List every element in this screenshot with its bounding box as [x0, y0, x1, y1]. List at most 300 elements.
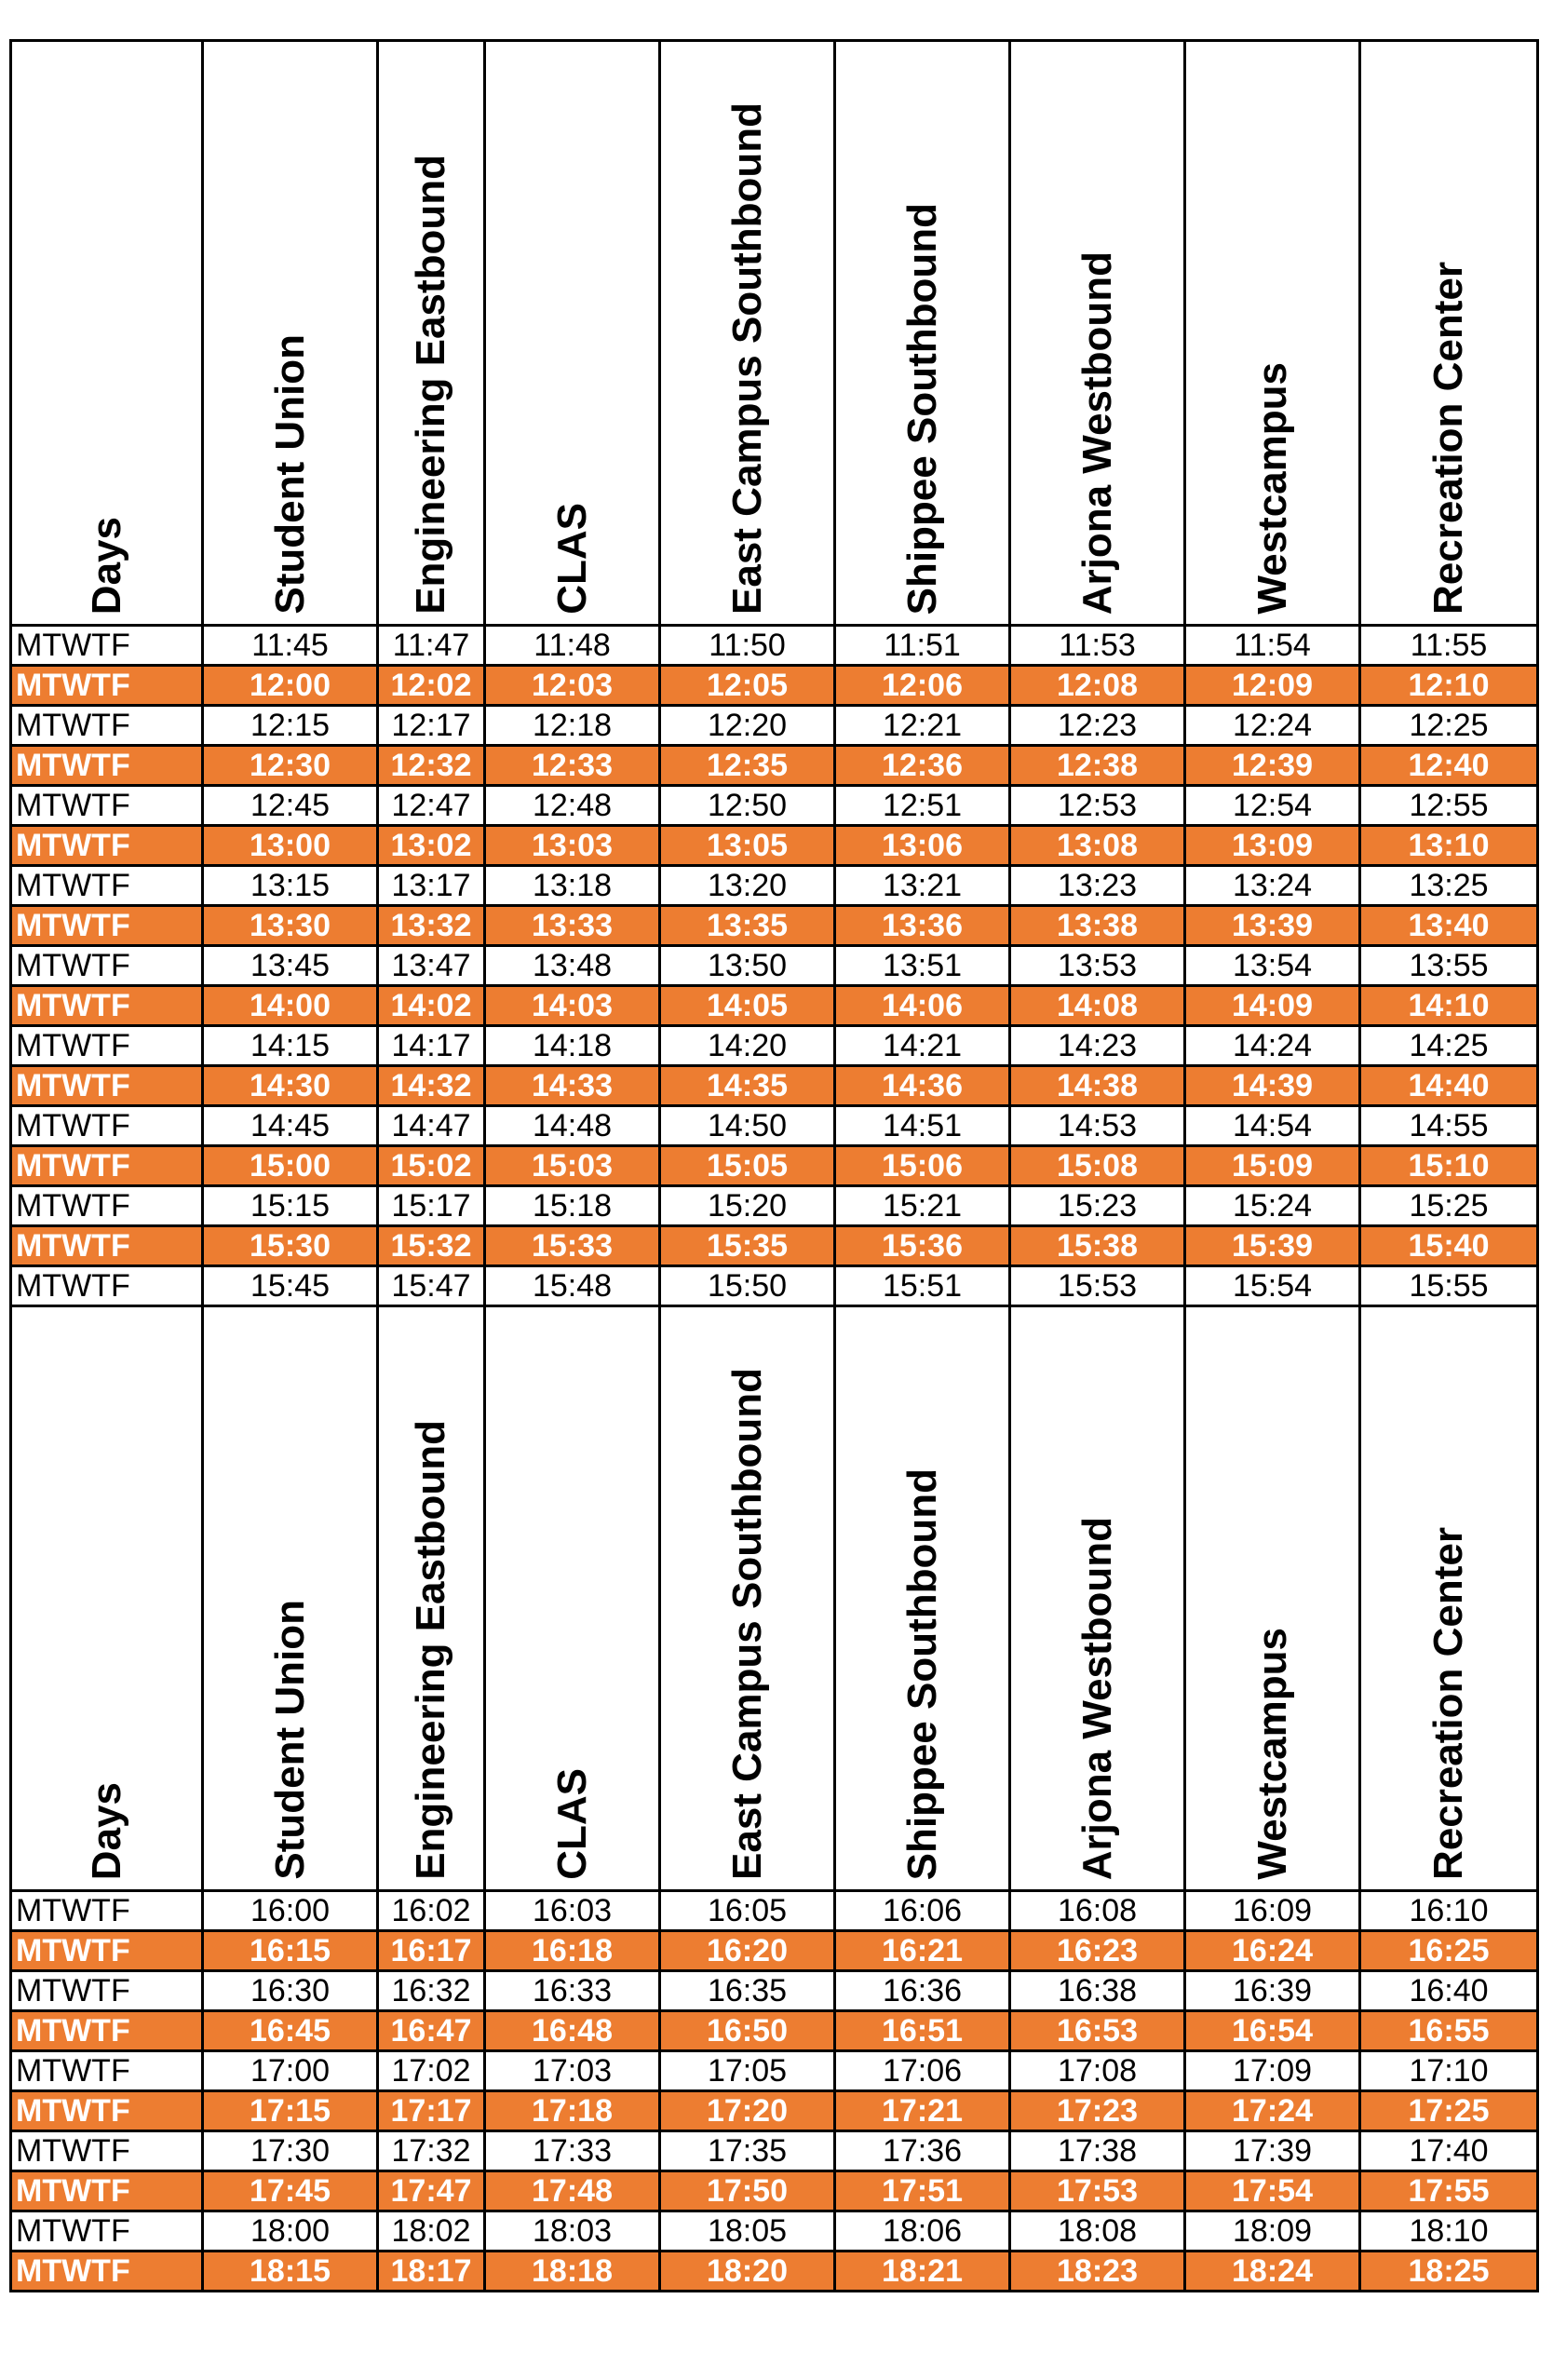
days-cell: MTWTF: [11, 1026, 203, 1066]
time-cell-east-campus-southbound: 14:05: [660, 986, 835, 1026]
table-row: [11, 986, 1538, 1026]
time-cell-arjona-westbound: 12:08: [1010, 666, 1185, 706]
time-cell-east-campus-southbound: 18:05: [660, 2211, 835, 2252]
time-cell-east-campus-southbound: 16:50: [660, 2011, 835, 2051]
days-cell: MTWTF: [11, 826, 203, 866]
time-cell-westcampus: 18:24: [1185, 2252, 1360, 2292]
time-cell-east-campus-southbound: 15:35: [660, 1226, 835, 1266]
timetable-body: [11, 41, 1538, 2292]
time-cell-shippee-southbound: 16:06: [835, 1891, 1010, 1931]
time-cell-shippee-southbound: 15:21: [835, 1186, 1010, 1226]
days-cell: MTWTF: [11, 626, 203, 666]
days-cell: MTWTF: [11, 986, 203, 1026]
time-cell-engineering-eastbound: 13:17: [378, 866, 485, 906]
days-cell: MTWTF: [11, 2131, 203, 2171]
time-cell-shippee-southbound: 17:06: [835, 2051, 1010, 2091]
time-cell-clas: 17:33: [485, 2131, 660, 2171]
header-cell-arjona-westbound: [1010, 41, 1185, 626]
time-cell-arjona-westbound: 15:53: [1010, 1266, 1185, 1306]
table-row: [11, 1891, 1538, 1931]
time-cell-westcampus: 13:24: [1185, 866, 1360, 906]
time-cell-clas: 15:18: [485, 1186, 660, 1226]
header-text: Shippee Southbound: [898, 202, 945, 615]
time-cell-recreation-center: 14:55: [1360, 1106, 1538, 1146]
time-cell-student-union: 18:15: [203, 2252, 378, 2292]
time-cell-clas: 14:18: [485, 1026, 660, 1066]
time-cell-engineering-eastbound: 17:02: [378, 2051, 485, 2091]
header-text: Arjona Westbound: [1074, 250, 1120, 615]
time-cell-student-union: 17:00: [203, 2051, 378, 2091]
time-cell-clas: 14:48: [485, 1106, 660, 1146]
time-cell-westcampus: 12:09: [1185, 666, 1360, 706]
time-cell-shippee-southbound: 16:51: [835, 2011, 1010, 2051]
header-label: [899, 1468, 946, 1880]
time-cell-recreation-center: 17:25: [1360, 2091, 1538, 2131]
time-cell-engineering-eastbound: 15:32: [378, 1226, 485, 1266]
header-cell-westcampus: [1185, 41, 1360, 626]
time-cell-east-campus-southbound: 13:50: [660, 946, 835, 986]
time-cell-student-union: 13:45: [203, 946, 378, 986]
header-text: Days: [83, 516, 129, 615]
time-cell-student-union: 13:00: [203, 826, 378, 866]
time-cell-shippee-southbound: 13:36: [835, 906, 1010, 946]
header-label: [1074, 1517, 1121, 1880]
time-cell-engineering-eastbound: 16:17: [378, 1931, 485, 1971]
header-label: [1249, 1628, 1296, 1880]
time-cell-arjona-westbound: 16:23: [1010, 1931, 1185, 1971]
time-cell-student-union: 17:30: [203, 2131, 378, 2171]
header-label: [408, 155, 454, 615]
time-cell-clas: 16:33: [485, 1971, 660, 2011]
time-cell-recreation-center: 13:40: [1360, 906, 1538, 946]
time-cell-shippee-southbound: 12:21: [835, 706, 1010, 746]
time-cell-recreation-center: 11:55: [1360, 626, 1538, 666]
time-cell-westcampus: 16:24: [1185, 1931, 1360, 1971]
time-cell-student-union: 14:15: [203, 1026, 378, 1066]
time-cell-westcampus: 12:54: [1185, 786, 1360, 826]
time-cell-recreation-center: 15:25: [1360, 1186, 1538, 1226]
days-cell: MTWTF: [11, 786, 203, 826]
time-cell-east-campus-southbound: 14:50: [660, 1106, 835, 1146]
time-cell-recreation-center: 15:55: [1360, 1266, 1538, 1306]
time-cell-student-union: 12:15: [203, 706, 378, 746]
time-cell-shippee-southbound: 14:36: [835, 1066, 1010, 1106]
time-cell-student-union: 13:30: [203, 906, 378, 946]
time-cell-east-campus-southbound: 12:20: [660, 706, 835, 746]
time-cell-east-campus-southbound: 15:05: [660, 1146, 835, 1186]
time-cell-shippee-southbound: 17:51: [835, 2171, 1010, 2211]
time-cell-student-union: 18:00: [203, 2211, 378, 2252]
time-cell-student-union: 12:00: [203, 666, 378, 706]
time-cell-clas: 12:33: [485, 746, 660, 786]
time-cell-shippee-southbound: 13:21: [835, 866, 1010, 906]
time-cell-clas: 12:48: [485, 786, 660, 826]
time-cell-shippee-southbound: 14:06: [835, 986, 1010, 1026]
time-cell-clas: 18:18: [485, 2252, 660, 2292]
table-row: [11, 1106, 1538, 1146]
time-cell-student-union: 16:15: [203, 1931, 378, 1971]
header-cell-recreation-center: [1360, 41, 1538, 626]
time-cell-clas: 17:48: [485, 2171, 660, 2211]
days-cell: MTWTF: [11, 906, 203, 946]
time-cell-engineering-eastbound: 17:32: [378, 2131, 485, 2171]
days-cell: MTWTF: [11, 2051, 203, 2091]
header-cell-shippee-southbound: [835, 41, 1010, 626]
time-cell-westcampus: 12:24: [1185, 706, 1360, 746]
time-cell-shippee-southbound: 15:51: [835, 1266, 1010, 1306]
time-cell-shippee-southbound: 18:06: [835, 2211, 1010, 2252]
time-cell-east-campus-southbound: 16:20: [660, 1931, 835, 1971]
time-cell-student-union: 17:45: [203, 2171, 378, 2211]
time-cell-east-campus-southbound: 17:05: [660, 2051, 835, 2091]
days-cell: MTWTF: [11, 1266, 203, 1306]
header-text: Days: [83, 1781, 129, 1880]
time-cell-arjona-westbound: 13:08: [1010, 826, 1185, 866]
time-cell-student-union: 14:00: [203, 986, 378, 1026]
time-cell-shippee-southbound: 17:21: [835, 2091, 1010, 2131]
time-cell-recreation-center: 12:10: [1360, 666, 1538, 706]
time-cell-shippee-southbound: 13:51: [835, 946, 1010, 986]
table-row: [11, 1026, 1538, 1066]
time-cell-westcampus: 13:09: [1185, 826, 1360, 866]
time-cell-east-campus-southbound: 12:50: [660, 786, 835, 826]
time-cell-westcampus: 18:09: [1185, 2211, 1360, 2252]
time-cell-clas: 16:03: [485, 1891, 660, 1931]
time-cell-shippee-southbound: 16:21: [835, 1931, 1010, 1971]
time-cell-westcampus: 12:39: [1185, 746, 1360, 786]
time-cell-westcampus: 17:09: [1185, 2051, 1360, 2091]
time-cell-westcampus: 14:39: [1185, 1066, 1360, 1106]
time-cell-arjona-westbound: 18:23: [1010, 2252, 1185, 2292]
time-cell-shippee-southbound: 15:36: [835, 1226, 1010, 1266]
time-cell-arjona-westbound: 15:23: [1010, 1186, 1185, 1226]
table-row: [11, 786, 1538, 826]
header-cell-days: [11, 1306, 203, 1891]
time-cell-student-union: 14:45: [203, 1106, 378, 1146]
time-cell-student-union: 12:45: [203, 786, 378, 826]
header-cell-student-union: [203, 41, 378, 626]
table-row: [11, 1186, 1538, 1226]
time-cell-westcampus: 14:09: [1185, 986, 1360, 1026]
table-row: [11, 1226, 1538, 1266]
time-cell-student-union: 13:15: [203, 866, 378, 906]
time-cell-arjona-westbound: 18:08: [1010, 2211, 1185, 2252]
time-cell-arjona-westbound: 15:38: [1010, 1226, 1185, 1266]
time-cell-arjona-westbound: 15:08: [1010, 1146, 1185, 1186]
time-cell-east-campus-southbound: 13:35: [660, 906, 835, 946]
time-cell-recreation-center: 16:10: [1360, 1891, 1538, 1931]
time-cell-westcampus: 17:39: [1185, 2131, 1360, 2171]
time-cell-westcampus: 14:54: [1185, 1106, 1360, 1146]
time-cell-east-campus-southbound: 17:20: [660, 2091, 835, 2131]
time-cell-engineering-eastbound: 15:47: [378, 1266, 485, 1306]
header-label: [1425, 262, 1472, 615]
time-cell-arjona-westbound: 13:23: [1010, 866, 1185, 906]
time-cell-east-campus-southbound: 14:20: [660, 1026, 835, 1066]
time-cell-arjona-westbound: 16:08: [1010, 1891, 1185, 1931]
time-cell-shippee-southbound: 12:06: [835, 666, 1010, 706]
time-cell-arjona-westbound: 14:23: [1010, 1026, 1185, 1066]
time-cell-clas: 12:03: [485, 666, 660, 706]
header-text: Recreation Center: [1425, 261, 1471, 615]
table-row: [11, 706, 1538, 746]
header-cell-engineering-eastbound: [378, 1306, 485, 1891]
time-cell-east-campus-southbound: 12:05: [660, 666, 835, 706]
header-label: [84, 1782, 130, 1880]
time-cell-westcampus: 16:09: [1185, 1891, 1360, 1931]
time-cell-engineering-eastbound: 16:47: [378, 2011, 485, 2051]
time-cell-clas: 18:03: [485, 2211, 660, 2252]
time-cell-recreation-center: 17:55: [1360, 2171, 1538, 2211]
header-cell-shippee-southbound: [835, 1306, 1010, 1891]
days-cell: MTWTF: [11, 1066, 203, 1106]
time-cell-westcampus: 14:24: [1185, 1026, 1360, 1066]
time-cell-arjona-westbound: 14:08: [1010, 986, 1185, 1026]
header-text: CLAS: [548, 503, 595, 615]
table-row: [11, 626, 1538, 666]
time-cell-recreation-center: 12:55: [1360, 786, 1538, 826]
days-cell: MTWTF: [11, 2252, 203, 2292]
time-cell-recreation-center: 14:10: [1360, 986, 1538, 1026]
time-cell-arjona-westbound: 11:53: [1010, 626, 1185, 666]
time-cell-westcampus: 15:54: [1185, 1266, 1360, 1306]
time-cell-east-campus-southbound: 15:50: [660, 1266, 835, 1306]
time-cell-east-campus-southbound: 16:35: [660, 1971, 835, 2011]
time-cell-recreation-center: 12:25: [1360, 706, 1538, 746]
time-cell-clas: 12:18: [485, 706, 660, 746]
time-cell-clas: 16:18: [485, 1931, 660, 1971]
time-cell-recreation-center: 18:10: [1360, 2211, 1538, 2252]
time-cell-recreation-center: 16:55: [1360, 2011, 1538, 2051]
header-cell-arjona-westbound: [1010, 1306, 1185, 1891]
header-cell-recreation-center: [1360, 1306, 1538, 1891]
header-text: Westcampus: [1249, 1628, 1295, 1880]
time-cell-recreation-center: 15:10: [1360, 1146, 1538, 1186]
time-cell-clas: 15:03: [485, 1146, 660, 1186]
header-label: [899, 203, 946, 615]
header-label: [408, 1420, 454, 1880]
header-cell-engineering-eastbound: [378, 41, 485, 626]
time-cell-recreation-center: 17:40: [1360, 2131, 1538, 2171]
header-label: [267, 1600, 314, 1880]
time-cell-westcampus: 15:09: [1185, 1146, 1360, 1186]
time-cell-recreation-center: 13:55: [1360, 946, 1538, 986]
table-row: [11, 826, 1538, 866]
header-cell-clas: [485, 41, 660, 626]
time-cell-engineering-eastbound: 15:17: [378, 1186, 485, 1226]
time-cell-recreation-center: 16:25: [1360, 1931, 1538, 1971]
header-label: [724, 102, 771, 615]
header-text: Arjona Westbound: [1074, 1516, 1120, 1880]
time-cell-clas: 15:33: [485, 1226, 660, 1266]
time-cell-engineering-eastbound: 11:47: [378, 626, 485, 666]
time-cell-recreation-center: 18:25: [1360, 2252, 1538, 2292]
table-row: [11, 2131, 1538, 2171]
time-cell-arjona-westbound: 16:53: [1010, 2011, 1185, 2051]
days-cell: MTWTF: [11, 1186, 203, 1226]
time-cell-engineering-eastbound: 14:32: [378, 1066, 485, 1106]
header-row: [11, 1306, 1538, 1891]
time-cell-arjona-westbound: 12:38: [1010, 746, 1185, 786]
time-cell-westcampus: 17:54: [1185, 2171, 1360, 2211]
time-cell-clas: 16:48: [485, 2011, 660, 2051]
time-cell-clas: 13:18: [485, 866, 660, 906]
time-cell-westcampus: 16:54: [1185, 2011, 1360, 2051]
time-cell-arjona-westbound: 14:38: [1010, 1066, 1185, 1106]
time-cell-engineering-eastbound: 14:47: [378, 1106, 485, 1146]
header-text: Westcampus: [1249, 362, 1295, 615]
table-row: [11, 866, 1538, 906]
time-cell-clas: 13:33: [485, 906, 660, 946]
header-label: [549, 1768, 596, 1880]
time-cell-westcampus: 17:24: [1185, 2091, 1360, 2131]
table-row: [11, 1931, 1538, 1971]
time-cell-student-union: 11:45: [203, 626, 378, 666]
time-cell-engineering-eastbound: 13:47: [378, 946, 485, 986]
header-label: [84, 517, 130, 615]
header-text: Student Union: [266, 334, 313, 615]
time-cell-engineering-eastbound: 12:02: [378, 666, 485, 706]
time-cell-recreation-center: 14:25: [1360, 1026, 1538, 1066]
time-cell-recreation-center: 16:40: [1360, 1971, 1538, 2011]
time-cell-engineering-eastbound: 15:02: [378, 1146, 485, 1186]
time-cell-engineering-eastbound: 12:47: [378, 786, 485, 826]
time-cell-east-campus-southbound: 13:20: [660, 866, 835, 906]
time-cell-clas: 15:48: [485, 1266, 660, 1306]
time-cell-recreation-center: 15:40: [1360, 1226, 1538, 1266]
time-cell-arjona-westbound: 13:38: [1010, 906, 1185, 946]
time-cell-arjona-westbound: 17:23: [1010, 2091, 1185, 2131]
time-cell-arjona-westbound: 12:23: [1010, 706, 1185, 746]
header-label: [1249, 362, 1296, 615]
time-cell-recreation-center: 17:10: [1360, 2051, 1538, 2091]
time-cell-student-union: 17:15: [203, 2091, 378, 2131]
time-cell-student-union: 16:00: [203, 1891, 378, 1931]
days-cell: MTWTF: [11, 2171, 203, 2211]
time-cell-student-union: 12:30: [203, 746, 378, 786]
time-cell-engineering-eastbound: 16:32: [378, 1971, 485, 2011]
table-row: [11, 2091, 1538, 2131]
time-cell-shippee-southbound: 13:06: [835, 826, 1010, 866]
time-cell-westcampus: 11:54: [1185, 626, 1360, 666]
time-cell-recreation-center: 13:10: [1360, 826, 1538, 866]
table-row: [11, 2011, 1538, 2051]
days-cell: MTWTF: [11, 1971, 203, 2011]
time-cell-clas: 17:18: [485, 2091, 660, 2131]
header-text: Recreation Center: [1425, 1526, 1471, 1880]
time-cell-shippee-southbound: 11:51: [835, 626, 1010, 666]
time-cell-westcampus: 13:54: [1185, 946, 1360, 986]
time-cell-clas: 11:48: [485, 626, 660, 666]
table-row: [11, 1066, 1538, 1106]
days-cell: MTWTF: [11, 2091, 203, 2131]
table-row: [11, 1971, 1538, 2011]
header-label: [724, 1368, 771, 1880]
time-cell-east-campus-southbound: 18:20: [660, 2252, 835, 2292]
time-cell-student-union: 14:30: [203, 1066, 378, 1106]
days-cell: MTWTF: [11, 946, 203, 986]
time-cell-shippee-southbound: 14:51: [835, 1106, 1010, 1146]
days-cell: MTWTF: [11, 1106, 203, 1146]
time-cell-recreation-center: 14:40: [1360, 1066, 1538, 1106]
time-cell-recreation-center: 12:40: [1360, 746, 1538, 786]
time-cell-east-campus-southbound: 16:05: [660, 1891, 835, 1931]
time-cell-shippee-southbound: 15:06: [835, 1146, 1010, 1186]
time-cell-engineering-eastbound: 18:02: [378, 2211, 485, 2252]
time-cell-student-union: 15:45: [203, 1266, 378, 1306]
time-cell-student-union: 15:30: [203, 1226, 378, 1266]
time-cell-east-campus-southbound: 17:35: [660, 2131, 835, 2171]
time-cell-engineering-eastbound: 17:47: [378, 2171, 485, 2211]
time-cell-student-union: 16:45: [203, 2011, 378, 2051]
time-cell-engineering-eastbound: 17:17: [378, 2091, 485, 2131]
days-cell: MTWTF: [11, 2211, 203, 2252]
time-cell-engineering-eastbound: 14:02: [378, 986, 485, 1026]
time-cell-arjona-westbound: 14:53: [1010, 1106, 1185, 1146]
days-cell: MTWTF: [11, 1931, 203, 1971]
table-row: [11, 2051, 1538, 2091]
header-label: [1074, 251, 1121, 615]
time-cell-clas: 14:33: [485, 1066, 660, 1106]
time-cell-shippee-southbound: 12:51: [835, 786, 1010, 826]
time-cell-student-union: 16:30: [203, 1971, 378, 2011]
header-text: East Campus Southbound: [723, 1368, 770, 1880]
time-cell-clas: 14:03: [485, 986, 660, 1026]
header-cell-clas: [485, 1306, 660, 1891]
days-cell: MTWTF: [11, 1891, 203, 1931]
time-cell-student-union: 15:00: [203, 1146, 378, 1186]
time-cell-east-campus-southbound: 17:50: [660, 2171, 835, 2211]
timetable: [9, 39, 1539, 2292]
time-cell-shippee-southbound: 12:36: [835, 746, 1010, 786]
header-cell-east-campus-southbound: [660, 41, 835, 626]
time-cell-shippee-southbound: 14:21: [835, 1026, 1010, 1066]
time-cell-shippee-southbound: 18:21: [835, 2252, 1010, 2292]
header-cell-student-union: [203, 1306, 378, 1891]
time-cell-east-campus-southbound: 12:35: [660, 746, 835, 786]
days-cell: MTWTF: [11, 1146, 203, 1186]
time-cell-clas: 13:03: [485, 826, 660, 866]
header-text: East Campus Southbound: [723, 102, 770, 615]
time-cell-westcampus: 15:39: [1185, 1226, 1360, 1266]
time-cell-westcampus: 13:39: [1185, 906, 1360, 946]
days-cell: MTWTF: [11, 866, 203, 906]
time-cell-shippee-southbound: 17:36: [835, 2131, 1010, 2171]
time-cell-student-union: 15:15: [203, 1186, 378, 1226]
time-cell-east-campus-southbound: 15:20: [660, 1186, 835, 1226]
table-row: [11, 1266, 1538, 1306]
time-cell-east-campus-southbound: 13:05: [660, 826, 835, 866]
table-row: [11, 906, 1538, 946]
days-cell: MTWTF: [11, 1226, 203, 1266]
header-label: [267, 334, 314, 615]
time-cell-east-campus-southbound: 14:35: [660, 1066, 835, 1106]
header-cell-westcampus: [1185, 1306, 1360, 1891]
table-row: [11, 2211, 1538, 2252]
bus-schedule-sheet: [9, 39, 1536, 2292]
time-cell-engineering-eastbound: 13:02: [378, 826, 485, 866]
time-cell-clas: 17:03: [485, 2051, 660, 2091]
time-cell-arjona-westbound: 17:53: [1010, 2171, 1185, 2211]
header-label: [549, 503, 596, 615]
time-cell-engineering-eastbound: 18:17: [378, 2252, 485, 2292]
time-cell-arjona-westbound: 16:38: [1010, 1971, 1185, 2011]
table-row: [11, 946, 1538, 986]
time-cell-westcampus: 15:24: [1185, 1186, 1360, 1226]
time-cell-arjona-westbound: 17:38: [1010, 2131, 1185, 2171]
table-row: [11, 2252, 1538, 2292]
table-row: [11, 746, 1538, 786]
